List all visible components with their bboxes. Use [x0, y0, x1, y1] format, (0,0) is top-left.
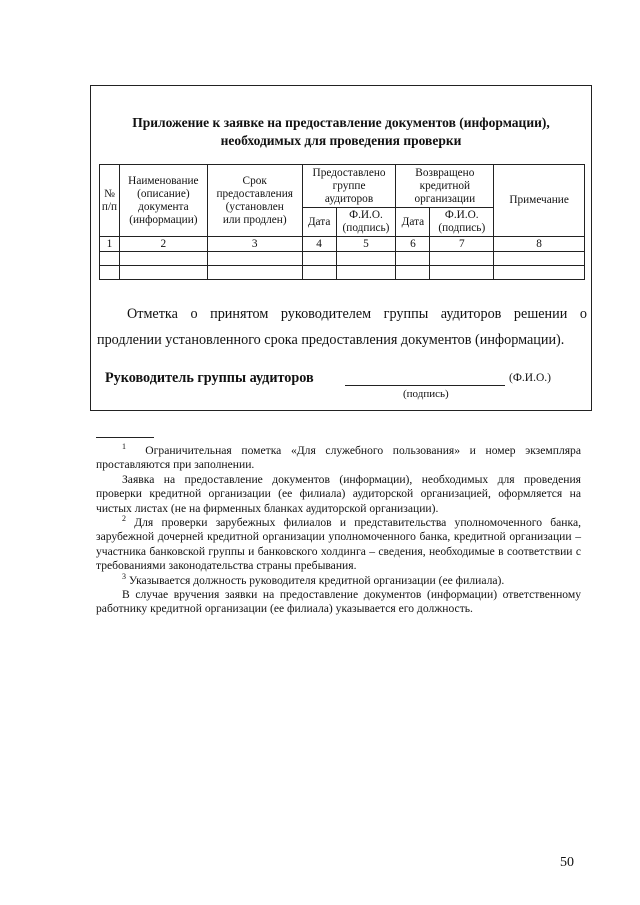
header-note: Примечание	[494, 165, 585, 237]
footnote-2-text: Для проверки зарубежных филиалов и представительства уполномоченного банка, зарубежной дочерней кредитной организации уполномоченного банка, кредитной организации – участника банковской группы и банковского холдинга – сведения, необходимые в соответствии с требованиями законодательства страны пребывания.	[96, 516, 582, 573]
column-number: 7	[430, 237, 494, 252]
table-row	[100, 252, 585, 266]
column-number: 1	[100, 237, 120, 252]
column-number: 6	[396, 237, 430, 252]
column-number: 4	[302, 237, 336, 252]
form-title-line-2: необходимых для проведения проверки	[220, 133, 462, 148]
header-document-name: Наименование (описание) документа (информации)	[119, 165, 207, 237]
page-number: 50	[560, 855, 574, 870]
footnote-3-text: Указывается должность руководителя кредитной организации (ее филиала).	[128, 573, 505, 587]
signature-hint: (подпись)	[403, 388, 449, 400]
header-provided: Предоставлено группе аудиторов	[302, 165, 396, 208]
footnote-3	[96, 571, 581, 588]
footnote-1-mark: 1	[122, 442, 126, 452]
documents-table	[99, 164, 585, 280]
header-number: № п/п	[100, 165, 120, 237]
footnote-2	[96, 516, 581, 574]
header-provided-fio: Ф.И.О. (подпись)	[336, 208, 396, 237]
column-number: 8	[494, 237, 585, 252]
header-returned: Возвращено кредитной организации	[396, 165, 494, 208]
footnotes	[96, 444, 581, 617]
footnote-2-mark: 2	[122, 514, 126, 524]
header-returned-fio: Ф.И.О. (подпись)	[430, 208, 494, 237]
footnote-1-para-2: Заявка на предоставление документов (информации), необходимых для проведения проверки кредитной организации (ее филиала) аудиторской организацией, оформляется на чистых листах (не на фирменных бланках аудиторской организации).	[96, 472, 581, 515]
footnote-3-mark: 3	[122, 571, 126, 581]
column-number: 3	[207, 237, 302, 252]
column-number: 5	[336, 237, 396, 252]
signature-line	[345, 385, 505, 386]
extension-note-line-1: Отметка о принятом руководителем группы аудиторов решении о	[127, 306, 587, 322]
footnote-3-para-2: В случае вручения заявки на предоставление документов (информации) ответственному работнику кредитной организации (ее филиала) указывается его должность.	[96, 588, 581, 616]
footnote-separator	[96, 437, 154, 438]
extension-note-line-2: продлении установленного срока предоставления документов (информации).	[97, 332, 565, 348]
header-term: Срок предоставления (установлен или продлен)	[207, 165, 302, 237]
signature-label: Руководитель группы аудиторов	[105, 370, 314, 386]
signature-fio: (Ф.И.О.)	[509, 372, 551, 384]
application-form-frame	[90, 85, 592, 411]
header-returned-date: Дата	[396, 208, 430, 237]
form-title-line-1: Приложение к заявке на предоставление документов (информации),	[132, 115, 550, 130]
footnote-1-text: Ограничительная пометка «Для служебного пользования» и номер экземпляра проставляются при заполнении.	[96, 444, 582, 472]
footnote-1	[96, 444, 581, 473]
table-row	[100, 266, 585, 280]
column-number-row	[100, 237, 585, 252]
column-number: 2	[119, 237, 207, 252]
header-provided-date: Дата	[302, 208, 336, 237]
